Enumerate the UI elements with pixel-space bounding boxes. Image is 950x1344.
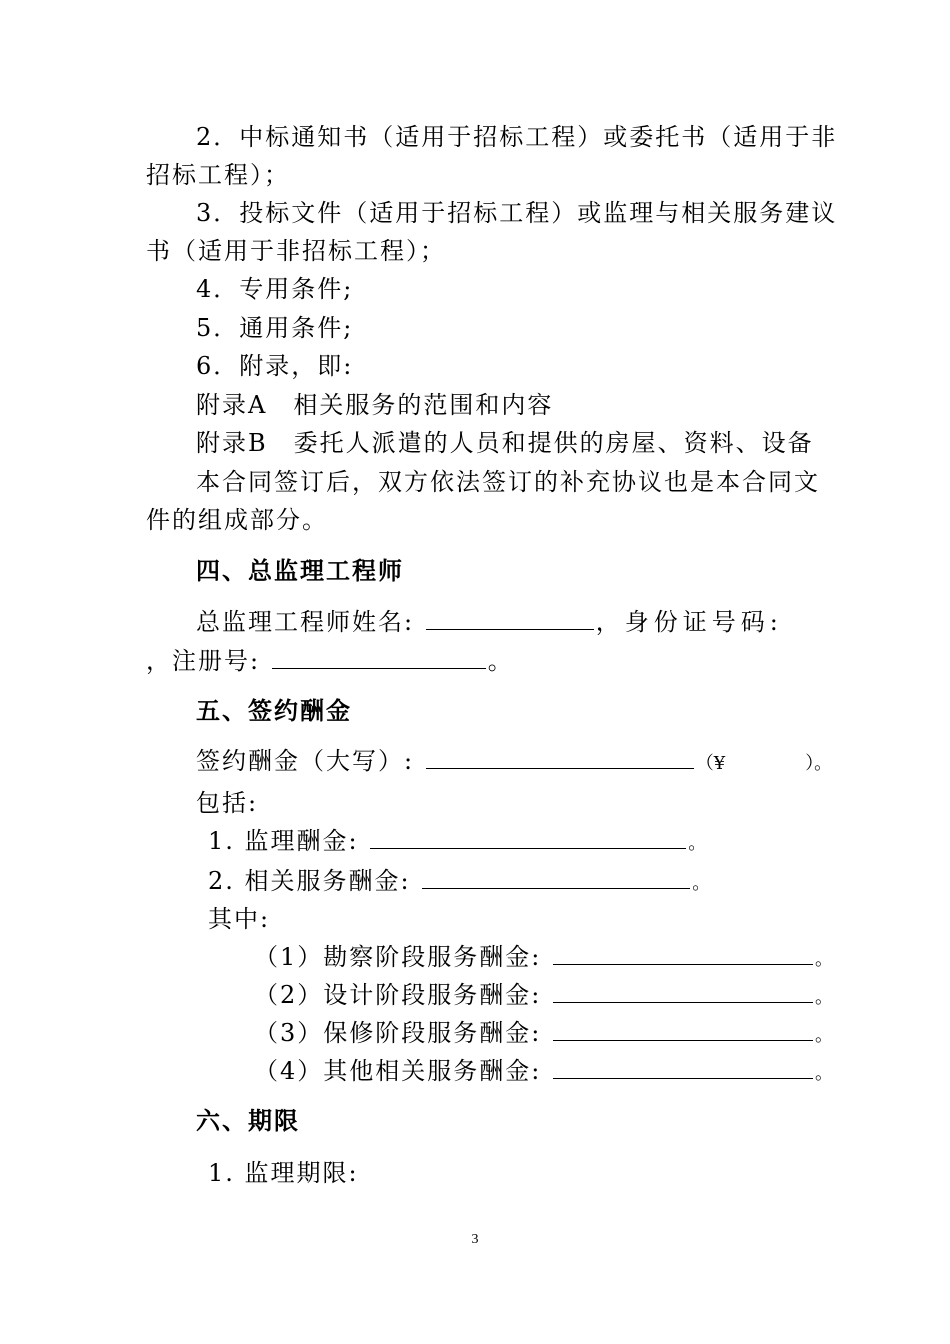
list-item-4: 4．专用条件; [196, 275, 354, 303]
related-service-fee-field[interactable] [422, 866, 690, 889]
other-fee-label: （4）其他相关服务酬金: [254, 1057, 542, 1085]
page-number: 3 [471, 1232, 479, 1247]
include-label: 包括: [196, 789, 259, 817]
related-service-fee-label: 2. 相关服务酬金: [208, 867, 411, 895]
yen-close: ）。 [805, 753, 833, 774]
list-item-3-cont: 书（适用于非招标工程）； [146, 237, 446, 265]
registration-label: ，注册号: [146, 647, 261, 675]
section-5-heading: 五、签约酬金 [196, 697, 352, 725]
appendix-a: 附录A 相关服务的范围和内容 [196, 391, 554, 419]
period: 。 [487, 647, 514, 675]
contract-fee-label: 签约酬金（大写）: [196, 747, 415, 775]
supervision-period-label: 1. 监理期限: [208, 1159, 359, 1187]
supervision-fee-line [208, 826, 706, 859]
period: 。 [815, 1063, 833, 1084]
list-item-2-cont: 招标工程）； [146, 161, 290, 189]
period: 。 [815, 949, 833, 970]
supplement-paragraph-cont: 件的组成部分。 [146, 506, 328, 534]
list-item-3: 3．投标文件（适用于招标工程）或监理与相关服务建议 [196, 199, 838, 227]
design-fee-field[interactable] [553, 980, 813, 1003]
yen-open: （¥ [695, 753, 726, 774]
registration-line [146, 646, 514, 676]
warranty-fee-field[interactable] [553, 1018, 813, 1041]
design-fee-line [254, 980, 833, 1013]
survey-fee-field[interactable] [553, 942, 813, 965]
chief-engineer-name-field[interactable] [426, 607, 594, 630]
design-fee-label: （2）设计阶段服务酬金: [254, 981, 542, 1009]
chief-engineer-name-label: 总监理工程师姓名: [196, 608, 415, 636]
survey-fee-label: （1）勘察阶段服务酬金: [254, 943, 542, 971]
contract-fee-line [196, 746, 832, 779]
supplement-paragraph: 本合同签订后，双方依法签订的补充协议也是本合同文 [196, 468, 820, 496]
period: 。 [692, 873, 711, 894]
supervision-fee-field[interactable] [370, 826, 686, 849]
list-item-2: 2．中标通知书（适用于招标工程）或委托书（适用于非 [196, 123, 838, 151]
list-item-6: 6．附录，即: [196, 352, 354, 380]
section-4-heading: 四、总监理工程师 [196, 557, 404, 585]
chief-engineer-line [196, 607, 783, 637]
other-fee-field[interactable] [553, 1056, 813, 1079]
section-6-heading: 六、期限 [196, 1107, 300, 1135]
warranty-fee-label: （3）保修阶段服务酬金: [254, 1019, 542, 1047]
warranty-fee-line [254, 1018, 833, 1051]
contract-fee-words-field[interactable] [426, 746, 694, 769]
survey-fee-line [254, 942, 833, 975]
among-label: 其中: [208, 905, 271, 933]
period: 。 [815, 1025, 833, 1046]
id-number-label: ，身份证号码: [595, 608, 783, 636]
period: 。 [688, 833, 707, 854]
related-service-fee-line [208, 866, 710, 899]
other-fee-line [254, 1056, 833, 1089]
supervision-fee-label: 1. 监理酬金: [208, 827, 359, 855]
appendix-b: 附录B 委托人派遣的人员和提供的房屋、资料、设备 [196, 429, 814, 457]
list-item-5: 5．通用条件; [196, 314, 354, 342]
registration-number-field[interactable] [272, 646, 486, 669]
period: 。 [815, 987, 833, 1008]
